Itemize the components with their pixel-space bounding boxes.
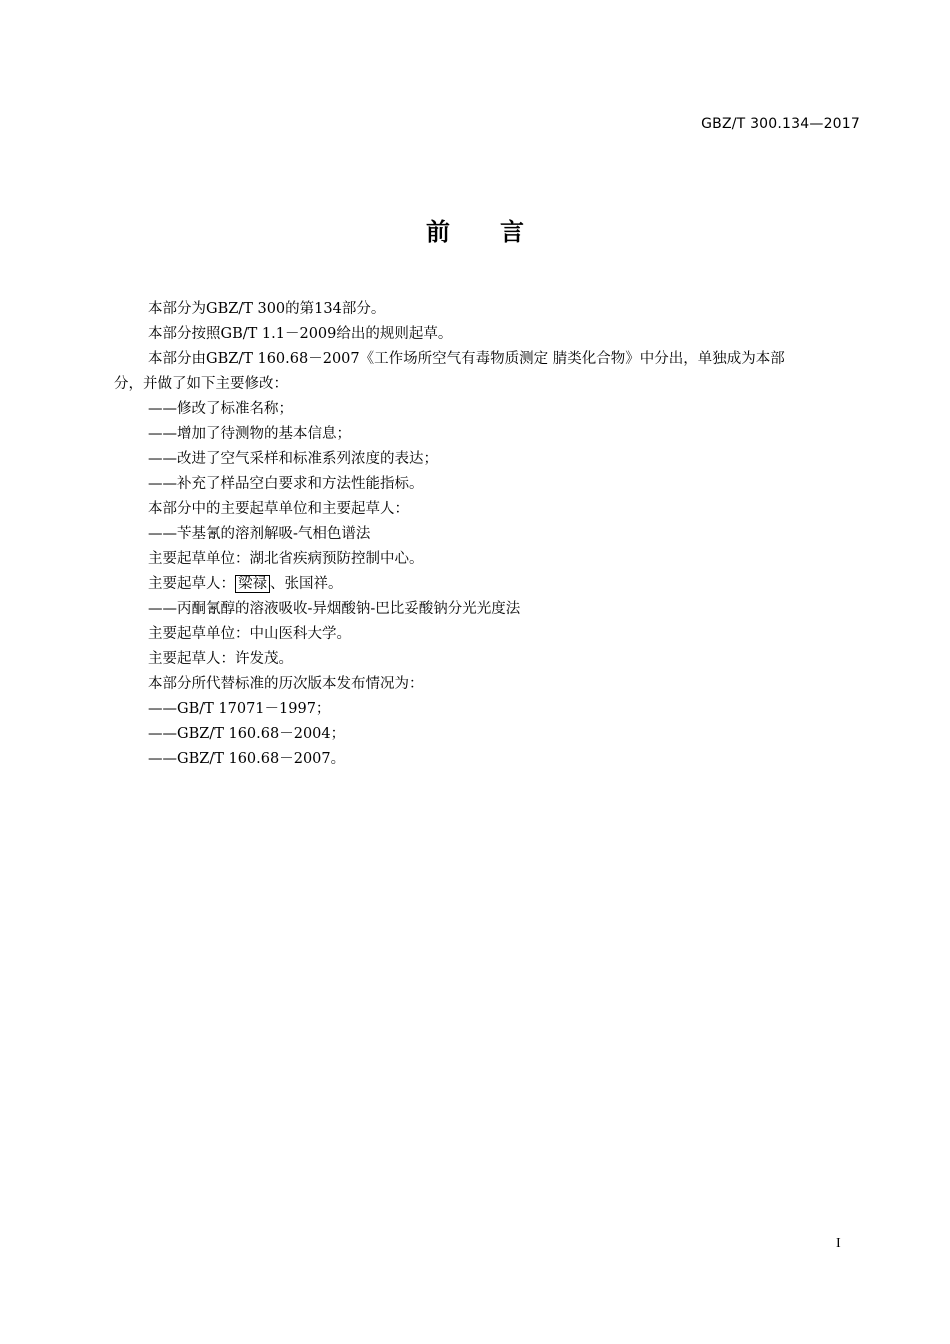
paragraph-origin: 本部分由GBZ/T 160.68－2007《工作场所空气有毒物质测定 腈类化合物》中分出，单独成为本部	[148, 351, 785, 367]
drafters-prefix: 主要起草人：	[148, 576, 235, 592]
method-heading: ——丙酮氰醇的溶液吸收-异烟酸钠-巴比妥酸钠分光光度法	[148, 601, 521, 617]
list-item: ——GBZ/T 160.68－2004；	[148, 726, 346, 742]
drafters-line: 主要起草人：许发茂。	[148, 651, 293, 667]
drafters-suffix: 、张国祥。	[270, 576, 343, 592]
drafting-unit: 主要起草单位：湖北省疾病预防控制中心。	[148, 551, 424, 567]
boxed-name: 梁禄	[235, 575, 270, 593]
list-item: ——修改了标准名称；	[148, 401, 293, 417]
paragraph-origin-continued: 分，并做了如下主要修改：	[114, 376, 288, 392]
list-item: ——增加了待测物的基本信息；	[148, 426, 351, 442]
title-char-1: 前	[426, 218, 450, 246]
preface-body	[114, 297, 862, 772]
list-item: ——补充了样品空白要求和方法性能指标。	[148, 476, 424, 492]
paragraph-drafting-rules: 本部分按照GB/T 1.1－2009给出的规则起草。	[148, 326, 453, 342]
title-char-2: 言	[500, 218, 524, 246]
paragraph-drafters-intro: 本部分中的主要起草单位和主要起草人：	[148, 501, 409, 517]
paragraph-part-number: 本部分为GBZ/T 300的第134部分。	[148, 301, 386, 317]
page-number: I	[836, 1236, 841, 1251]
drafting-unit: 主要起草单位：中山医科大学。	[148, 626, 351, 642]
list-item: ——GB/T 17071－1997；	[148, 701, 331, 717]
standard-code: GBZ/T 300.134—2017	[701, 116, 860, 132]
list-item: ——改进了空气采样和标准系列浓度的表达；	[148, 451, 438, 467]
method-heading: ——苄基氰的溶剂解吸-气相色谱法	[148, 526, 371, 542]
paragraph-history-intro: 本部分所代替标准的历次版本发布情况为：	[148, 676, 424, 692]
page-title	[0, 212, 950, 247]
list-item: ——GBZ/T 160.68－2007。	[148, 751, 346, 767]
drafters-line	[114, 572, 862, 597]
